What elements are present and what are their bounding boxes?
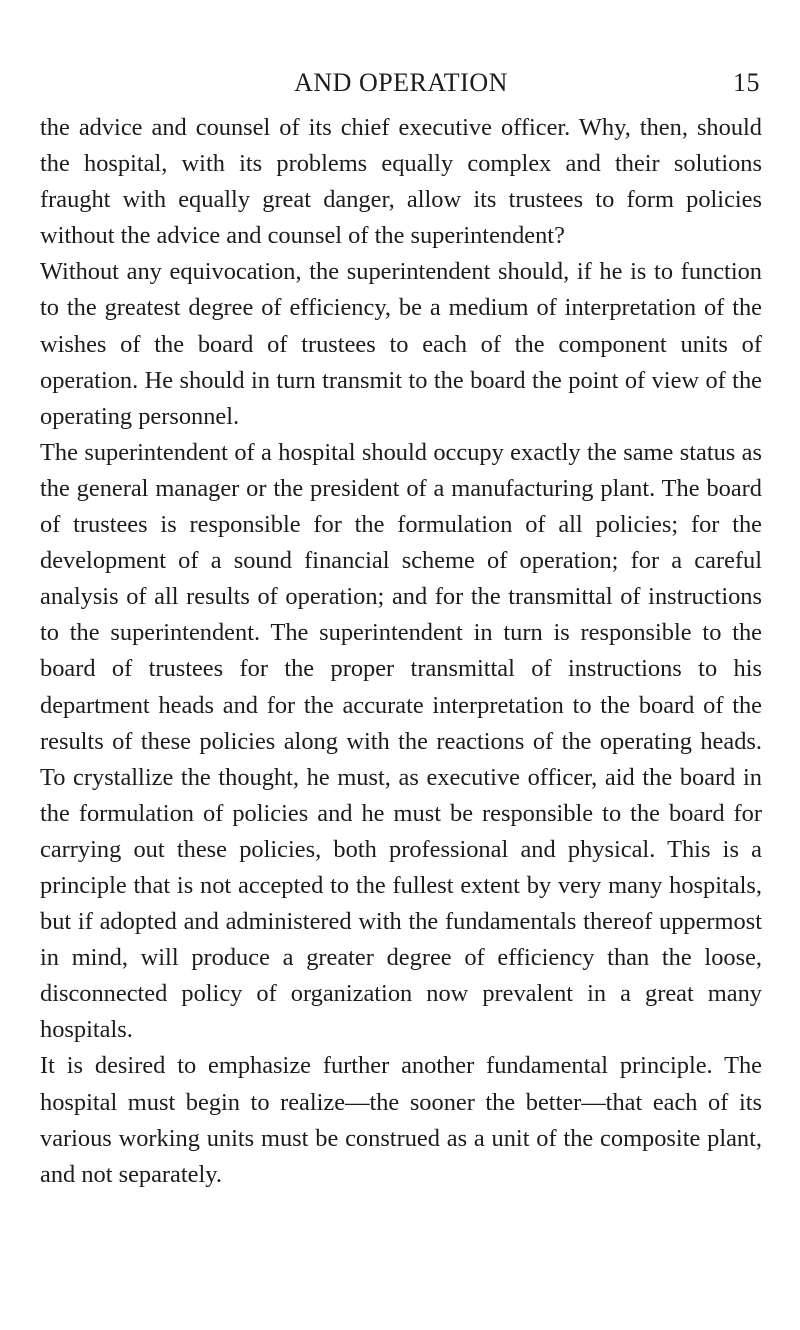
page-number: 15 (733, 68, 760, 97)
body-text (40, 110, 762, 1193)
paragraph: It is desired to emphasize further another fundamental principle. The hospital must begin to realize—the sooner the better—that each of its various working units must be construed as a unit of the composite plant, and not separately. (40, 1052, 762, 1188)
paragraph: Without any equivocation, the superintendent should, if he is to function to the greatest degree of efficiency, be a medium of interpretation of the wishes of the board of trustees to each of the component units of operation. He should in turn transmit to the board the point of view of the operating personnel. (40, 258, 762, 430)
running-head-title: AND OPERATION (294, 68, 508, 97)
paragraph: The superintendent of a hospital should occupy exactly the same status as the general manager or the president of a manufacturing plant. The board of trustees is responsible for the formulation of all policies; for the development of a sound financial scheme of operation; for a careful analysis of all results of operation; and for the transmittal of instructions to the superintendent. The superintendent in turn is responsible to the board of trustees for the proper transmittal of instructions to his department heads and for the accurate interpretation to the board of the results of these policies along with the reactions of the operating heads. To crystallize the thought, he must, as executive officer, aid the board in the formulation of policies and he must be responsible to the board for carrying out these policies, both professional and physical. This is a principle that is not accepted to the fullest extent by very many hospitals, but if adopted and administered with the fundamentals thereof uppermost in mind, will produce a greater degree of efficiency than the loose, disconnected policy of organization now prevalent in a great many hospitals. (40, 438, 762, 1044)
paragraph: the advice and counsel of its chief executive officer. Why, then, should the hospital, with its problems equally complex and their solutions fraught with equally great danger, allow its trustees to form policies without the advice and counsel of the superintendent? (40, 114, 762, 250)
book-page (40, 68, 762, 1193)
running-head (40, 68, 762, 104)
